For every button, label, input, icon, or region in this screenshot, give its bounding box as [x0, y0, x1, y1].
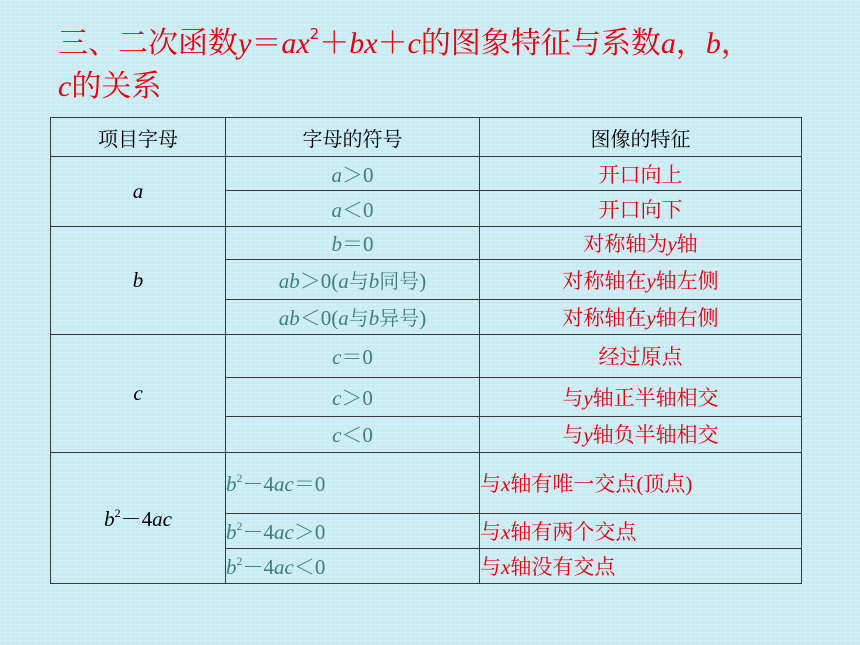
sign-var: c	[332, 385, 342, 410]
sign-cell	[226, 377, 480, 416]
feature-var: y	[646, 306, 656, 331]
item-cell-b	[51, 226, 226, 335]
title-comma-1: ，	[675, 26, 706, 61]
sign-cell	[226, 514, 480, 548]
item-cell-a	[51, 157, 226, 226]
feature-text: 对称轴在	[562, 306, 647, 331]
feature-var: x	[501, 472, 511, 497]
feature-cell	[480, 226, 802, 259]
sign-op: ＞0	[342, 162, 374, 187]
sign-cell	[226, 191, 480, 226]
sign-var: b	[226, 472, 237, 497]
feature-text: 对称轴在	[562, 268, 647, 293]
item-var: a	[132, 178, 144, 203]
feature-text: 与	[480, 554, 501, 579]
sign-op: ＜0(	[299, 306, 339, 331]
sign-cell	[226, 157, 480, 191]
sign-var: ab	[278, 306, 300, 331]
sign-var: c	[332, 344, 342, 369]
sign-op: ＞0	[293, 520, 326, 545]
sign-cell	[226, 300, 480, 335]
feature-cell	[480, 259, 802, 299]
feature-text: 与	[562, 423, 584, 448]
title-eq-c: c	[407, 27, 421, 60]
title-eq-equals: ＝	[251, 26, 282, 61]
sign-cell	[226, 226, 480, 259]
feature-text: 轴有两个交点	[510, 520, 637, 545]
feature-cell	[480, 300, 802, 335]
feature-paren: (顶点)	[636, 472, 693, 497]
title-eq-y: y	[238, 27, 252, 60]
header-sign: 字母的符号	[226, 118, 480, 157]
sign-var: b	[226, 520, 237, 545]
sign-op: ＝0	[341, 344, 373, 369]
item-var: b	[132, 268, 144, 293]
sign-op: ＜0	[341, 423, 373, 448]
table-row	[51, 157, 802, 191]
sign-var: a	[338, 268, 349, 293]
sign-op: ＞0(	[299, 268, 339, 293]
sign-sup: 2	[236, 519, 243, 534]
title-var-c: c	[58, 70, 72, 103]
sign-paren: )	[419, 268, 427, 293]
feature-text: 与	[562, 385, 584, 410]
feature-cell	[480, 377, 802, 416]
table-row	[51, 335, 802, 377]
feature-text: 轴有唯一交点	[510, 472, 637, 497]
sign-text: 异号	[379, 306, 420, 331]
sign-op: ＝0	[293, 472, 326, 497]
sign-cell	[226, 453, 480, 514]
feature-cell: 开口向上	[480, 157, 802, 191]
feature-cell	[480, 548, 802, 583]
feature-text: 轴	[676, 231, 698, 256]
sign-var: ac	[274, 554, 294, 579]
feature-text: 对称轴为	[583, 231, 668, 256]
sign-minus: －4	[242, 472, 274, 497]
feature-cell	[480, 416, 802, 452]
sign-cell	[226, 259, 480, 299]
title-suffix: 的关系	[71, 69, 162, 104]
title-eq-plus-2: ＋	[377, 26, 408, 61]
title-eq-ax: ax	[281, 27, 310, 60]
sign-var: ac	[274, 520, 294, 545]
sign-sup: 2	[236, 553, 243, 568]
title-comma-2: ，	[720, 26, 751, 61]
title-mid: 的图象特征与系数	[420, 26, 661, 61]
title-prefix: 三、二次函数	[58, 26, 238, 61]
feature-text: 轴负半轴相交	[592, 423, 719, 448]
sign-var: b	[331, 231, 342, 256]
sign-cell	[226, 335, 480, 377]
sign-cell	[226, 416, 480, 452]
feature-var: x	[501, 520, 511, 545]
item-var: b	[104, 507, 115, 532]
title-eq-plus-1: ＋	[319, 26, 350, 61]
feature-cell: 开口向下	[480, 191, 802, 226]
sign-op: ＜0	[293, 554, 326, 579]
sign-text: 同号	[379, 268, 420, 293]
feature-text: 轴正半轴相交	[592, 385, 719, 410]
sign-op: ＜0	[342, 197, 374, 222]
item-var: ac	[152, 507, 172, 532]
sign-sup: 2	[236, 471, 243, 486]
sign-var: b	[368, 306, 380, 331]
sign-var: b	[226, 554, 237, 579]
item-sup: 2	[114, 506, 121, 521]
feature-var: y	[646, 268, 656, 293]
sign-paren: )	[419, 306, 427, 331]
sign-cell	[226, 548, 480, 583]
feature-text: 与	[480, 472, 501, 497]
feature-text: 与	[480, 520, 501, 545]
feature-text: 轴右侧	[655, 306, 719, 331]
sign-var: ab	[278, 268, 300, 293]
title-eq-square: 2	[309, 25, 320, 43]
item-cell-c	[51, 335, 226, 453]
item-var: c	[133, 381, 143, 406]
sign-var: b	[368, 268, 380, 293]
table-row	[51, 226, 802, 259]
coefficient-relation-table	[50, 117, 802, 584]
sign-minus: －4	[242, 520, 274, 545]
title-var-b: b	[705, 27, 721, 60]
sign-op: ＞0	[341, 385, 373, 410]
sign-var: a	[338, 306, 349, 331]
item-cell-discriminant	[51, 453, 226, 584]
feature-var: y	[667, 231, 677, 256]
sign-text: 与	[348, 268, 369, 293]
feature-cell	[480, 514, 802, 548]
title-var-a: a	[660, 27, 676, 60]
sign-var: a	[331, 197, 342, 222]
feature-var: x	[501, 554, 511, 579]
table-header-row	[51, 118, 802, 157]
feature-text: 轴没有交点	[510, 554, 616, 579]
sign-var: ac	[274, 472, 294, 497]
sign-var: c	[332, 423, 342, 448]
item-minus: －4	[120, 507, 153, 532]
sign-op: ＝0	[342, 231, 374, 256]
table-row	[51, 453, 802, 514]
feature-var: y	[583, 385, 593, 410]
feature-var: y	[583, 423, 593, 448]
header-feature: 图像的特征	[480, 118, 802, 157]
feature-cell	[480, 453, 802, 514]
feature-cell: 经过原点	[480, 335, 802, 377]
slide-title	[58, 22, 838, 108]
sign-var: a	[331, 162, 342, 187]
sign-text: 与	[348, 306, 369, 331]
sign-minus: －4	[242, 554, 274, 579]
header-item: 项目字母	[51, 118, 226, 157]
feature-text: 轴左侧	[655, 268, 719, 293]
title-eq-bx: bx	[349, 27, 378, 60]
